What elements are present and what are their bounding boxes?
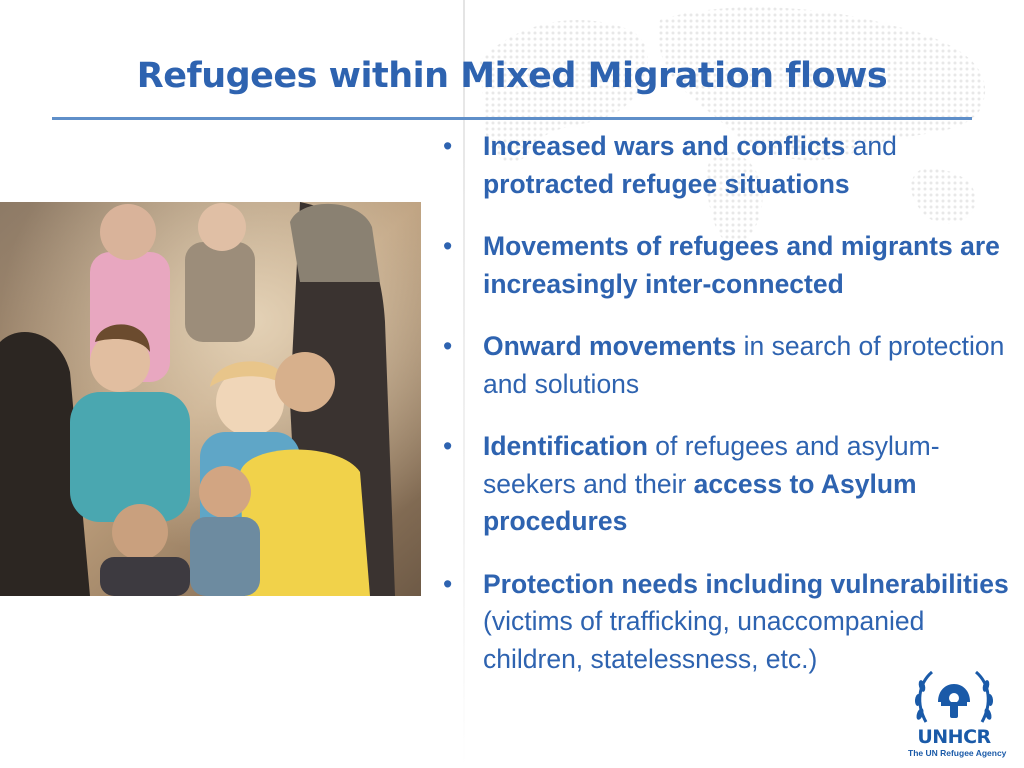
bullet-item [443,428,1013,541]
logo-tagline: The UN Refugee Agency [908,748,1007,758]
bullet-text: (victims of trafficking, unaccompanied children, statelessness, etc.) [483,606,925,674]
slide-title: Refugees within Mixed Migration flows [136,56,888,96]
logo-wordmark: UNHCR [917,726,991,748]
bullet-item [443,566,1013,679]
bullet-text: of refugees and asylum-seekers and their [483,431,940,499]
bullet-bold-text: Onward movements [483,331,737,361]
bullet-bold-text: Identification [483,431,648,461]
bullet-item [443,228,1013,303]
refugee-children-photo [0,202,421,596]
bullet-item [443,328,1013,403]
bullet-item [443,128,1013,203]
title-underline [52,117,972,120]
bullet-bold-text: Movements of refugees and migrants are increasingly inter-connected [483,231,1000,299]
unhcr-logo [908,664,1007,762]
bullet-text: in search of protection and solutions [483,331,1005,399]
bullet-bold-text: protracted refugee situations [483,168,850,199]
bullet-bold-text: Increased wars and conflicts [483,131,846,161]
bullet-bold-text: Protection needs including vulnerabilities [483,568,1009,599]
bullet-bold-text: access to Asylum procedures [483,468,917,536]
bullet-list [443,128,1013,703]
unhcr-emblem-icon [908,664,1000,726]
bullet-text: and [845,131,897,161]
